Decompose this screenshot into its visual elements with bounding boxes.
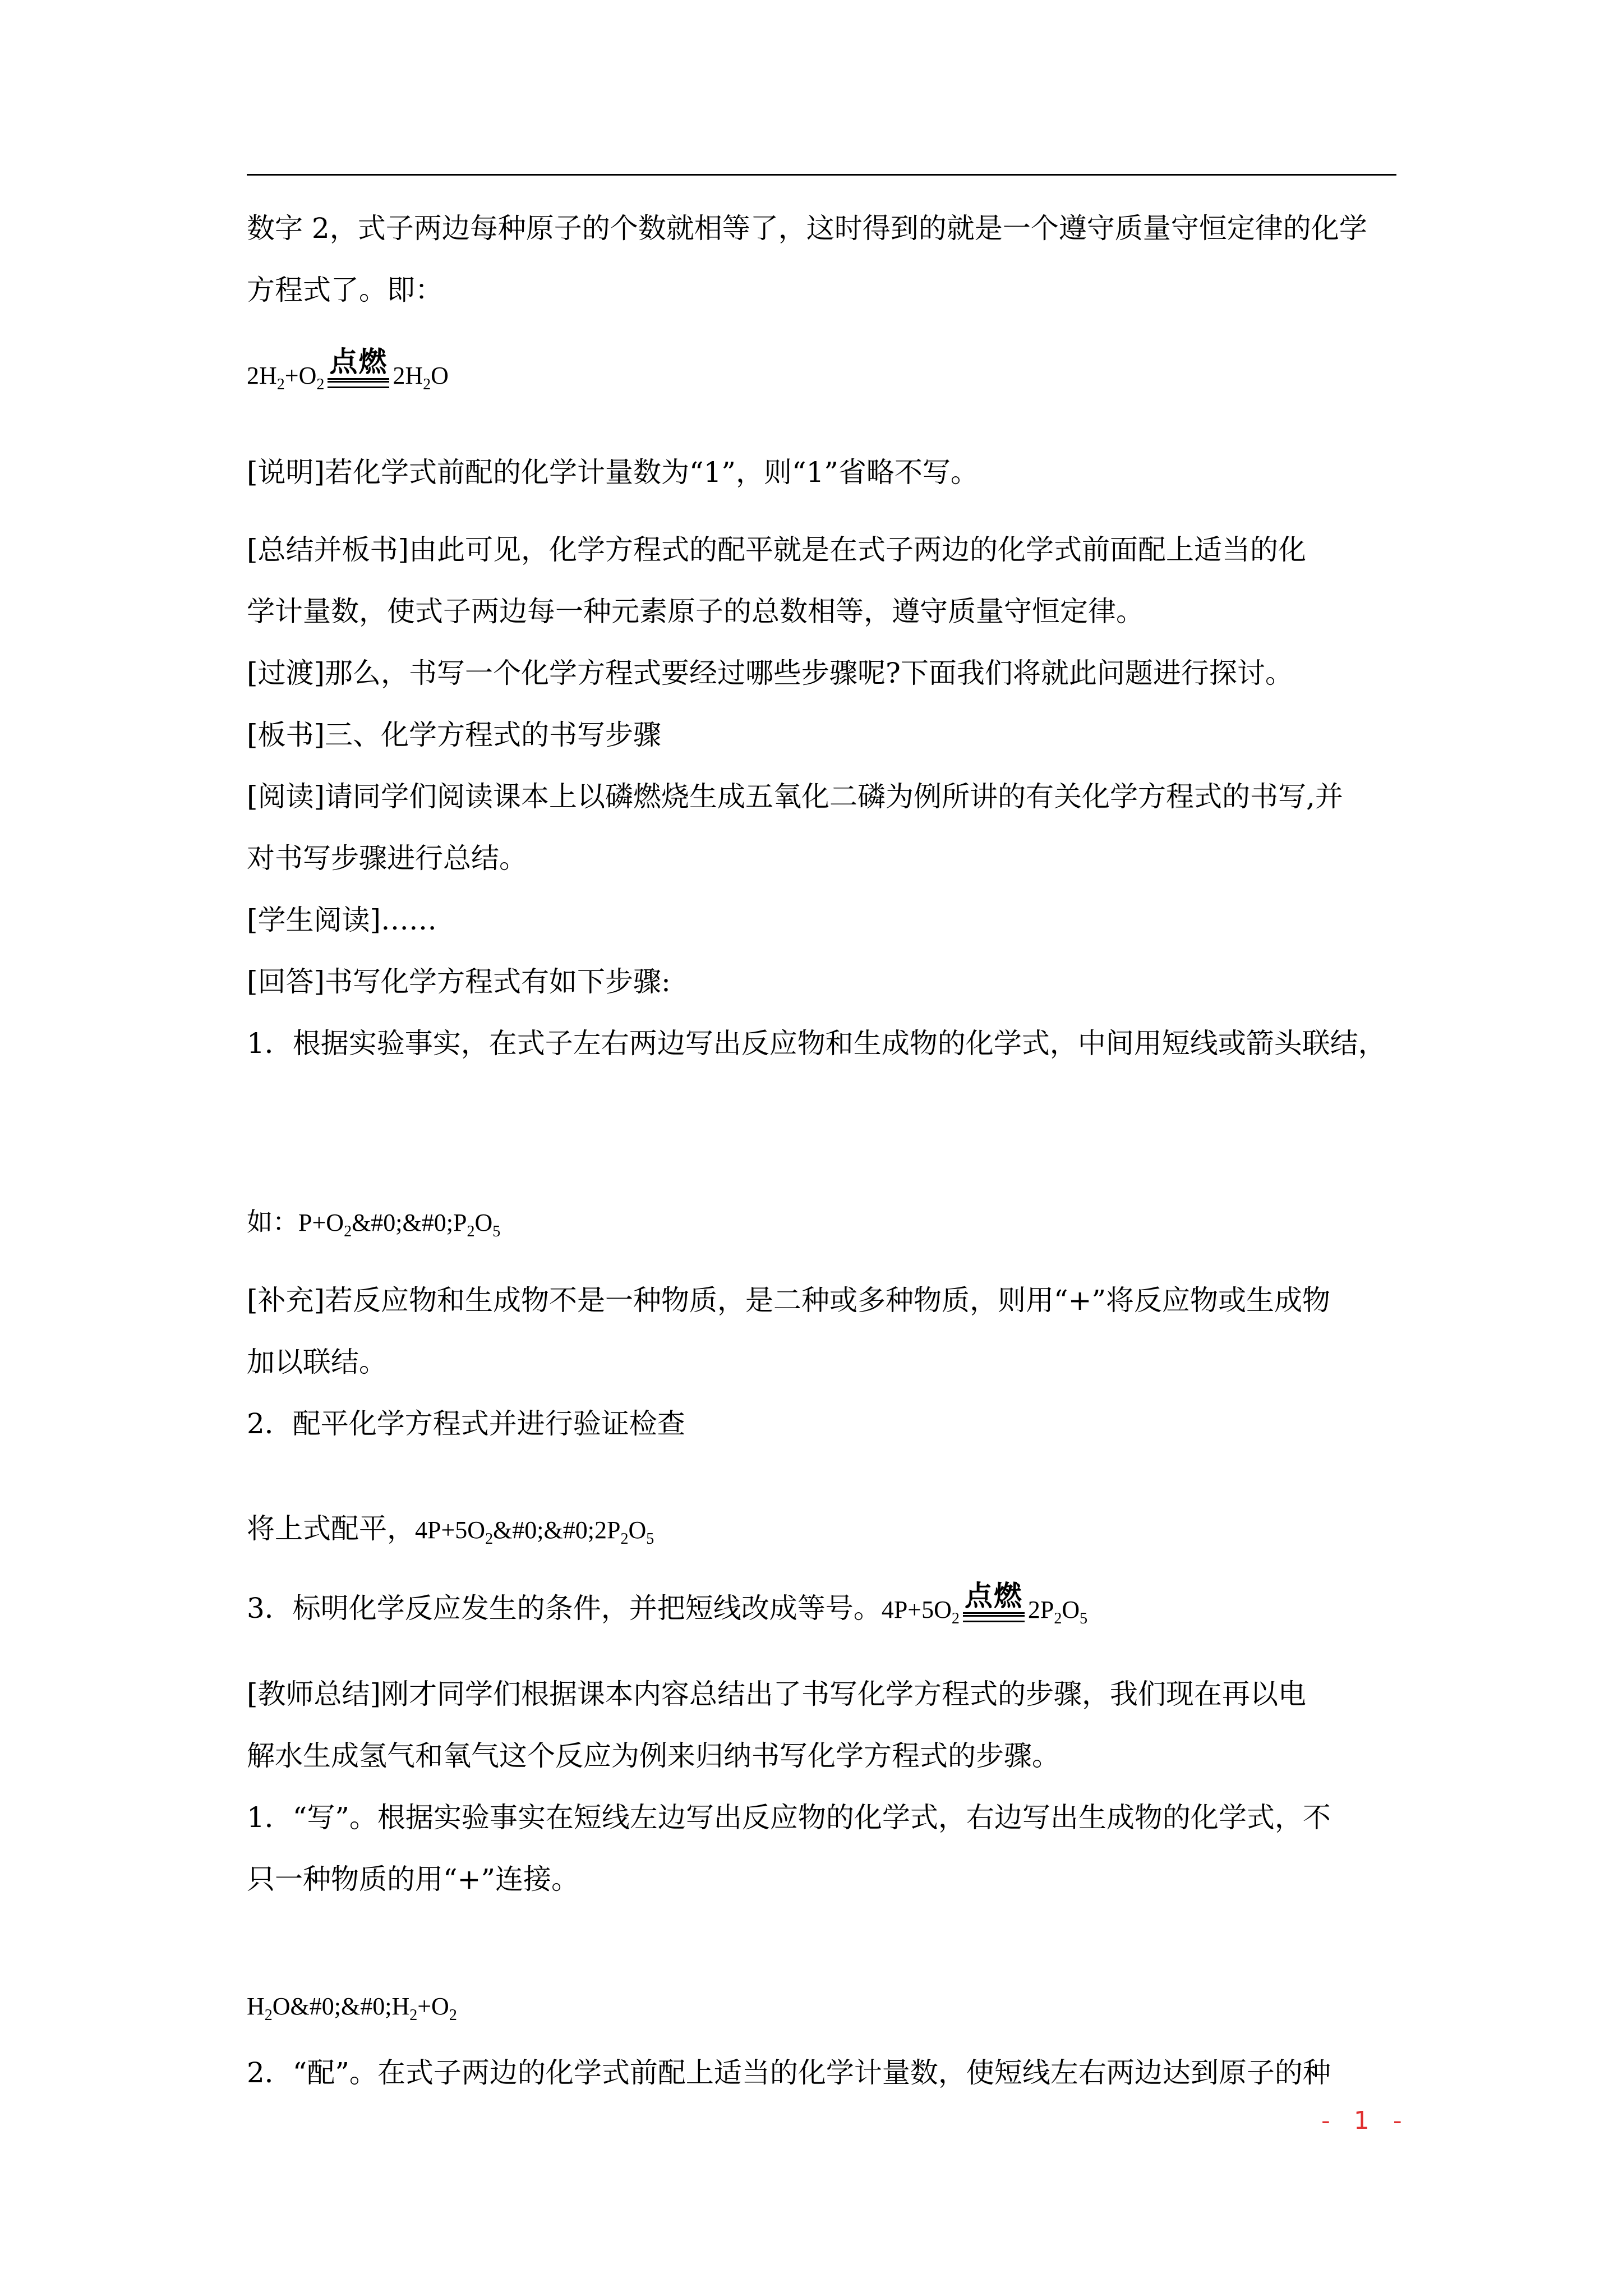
text-line: 1．根据实验事实，在式子左右两边写出反应物和生成物的化学式，中间用短线或箭头联结， bbox=[247, 1027, 1386, 1060]
equation-text: 如：$P+O_2\&\#0;\&\#0;P_2O_5$ bbox=[247, 1207, 501, 1240]
header-rule bbox=[247, 174, 1396, 176]
text-line: 对书写步骤进行总结。 bbox=[247, 842, 527, 875]
text-line: 2．配平化学方程式并进行验证检查 bbox=[247, 1407, 685, 1440]
formula-products: $2H_2O$ bbox=[393, 362, 449, 393]
text-line: [教师总结]刚才同学们根据课本内容总结出了书写化学方程式的步骤，我们现在再以电 bbox=[247, 1678, 1307, 1710]
text-line: [说明]若化学式前配的化学计量数为“1”，则“1”省略不写。 bbox=[247, 456, 979, 489]
paragraph-supplement bbox=[247, 1286, 1330, 1438]
text-line: 1．“写”。根据实验事实在短线左边写出反应物的化学式，右边写出生成物的化学式，不 bbox=[247, 1801, 1331, 1834]
text-line: [总结并板书]由此可见，化学方程式的配平就是在式子两边的化学式前面配上适当的化 bbox=[247, 533, 1307, 566]
text-line: [阅读]请同学们阅读课本上以磷燃烧生成五氧化二磷为例所讲的有关化学方程式的书写,并 bbox=[247, 780, 1343, 813]
equation-phosphorus-balanced bbox=[247, 1512, 654, 1548]
paragraph-steps bbox=[247, 533, 1386, 1060]
equation-text: $H_2O\&\#0;\&\#0;H_2+O_2$ bbox=[247, 1993, 457, 2024]
reaction-condition: 点燃 bbox=[328, 348, 389, 388]
text-line: [回答]书写化学方程式有如下步骤: bbox=[247, 965, 671, 998]
page-number: - 1 - bbox=[1321, 2106, 1410, 2135]
text-line: 2．“配”。在式子两边的化学式前配上适当的化学计量数，使短线左右两边达到原子的种 bbox=[247, 2056, 1331, 2089]
text-line: 方程式了。即： bbox=[247, 274, 443, 306]
paragraph-intro bbox=[247, 214, 1367, 304]
equation-phosphorus-unbalanced bbox=[247, 1207, 501, 1240]
text-line: 学计量数，使式子两边每一种元素原子的总数相等，遵守质量守恒定律。 bbox=[247, 595, 1144, 628]
text-line: 加以联结。 bbox=[247, 1346, 387, 1378]
paragraph-teacher-summary bbox=[247, 1680, 1331, 1893]
formula-products: $2P_2O_5$ bbox=[1027, 1596, 1088, 1627]
text-line: 只一种物质的用“+”连接。 bbox=[247, 1863, 580, 1895]
reaction-condition: 点燃 bbox=[963, 1582, 1025, 1622]
text-line: [板书]三、化学方程式的书写步骤 bbox=[247, 719, 662, 751]
paragraph-note bbox=[247, 456, 979, 489]
equation-text: 3．标明化学反应发生的条件，并把短线改成等号。$4P+5O_2$ bbox=[247, 1592, 960, 1627]
text-line: [补充]若反应物和生成物不是一种物质，是二种或多种物质，则用“+”将反应物或生成物 bbox=[247, 1284, 1331, 1317]
text-line: [学生阅读]…… bbox=[247, 904, 437, 936]
text-line: 数字 2，式子两边每种原子的个数就相等了，这时得到的就是一个遵守质量守恒定律的化学 bbox=[247, 212, 1367, 245]
text-line: 解水生成氢气和氧气这个反应为例来归纳书写化学方程式的步骤。 bbox=[247, 1740, 1060, 1772]
equation-phosphorus-condition bbox=[247, 1580, 1088, 1627]
text-line: [过渡]那么，书写一个化学方程式要经过哪些步骤呢?下面我们将就此问题进行探讨。 bbox=[247, 657, 1293, 689]
equation-water-electrolysis bbox=[247, 1993, 457, 2024]
formula-reactants: $2H_2+O_2$ bbox=[247, 362, 325, 393]
equation-hydrogen-combustion bbox=[247, 346, 449, 393]
paragraph-balance bbox=[247, 2056, 1331, 2089]
equation-text: 将上式配平，$4P+5O_2\&\#0;\&\#0;2P_2O_5$ bbox=[247, 1512, 654, 1548]
